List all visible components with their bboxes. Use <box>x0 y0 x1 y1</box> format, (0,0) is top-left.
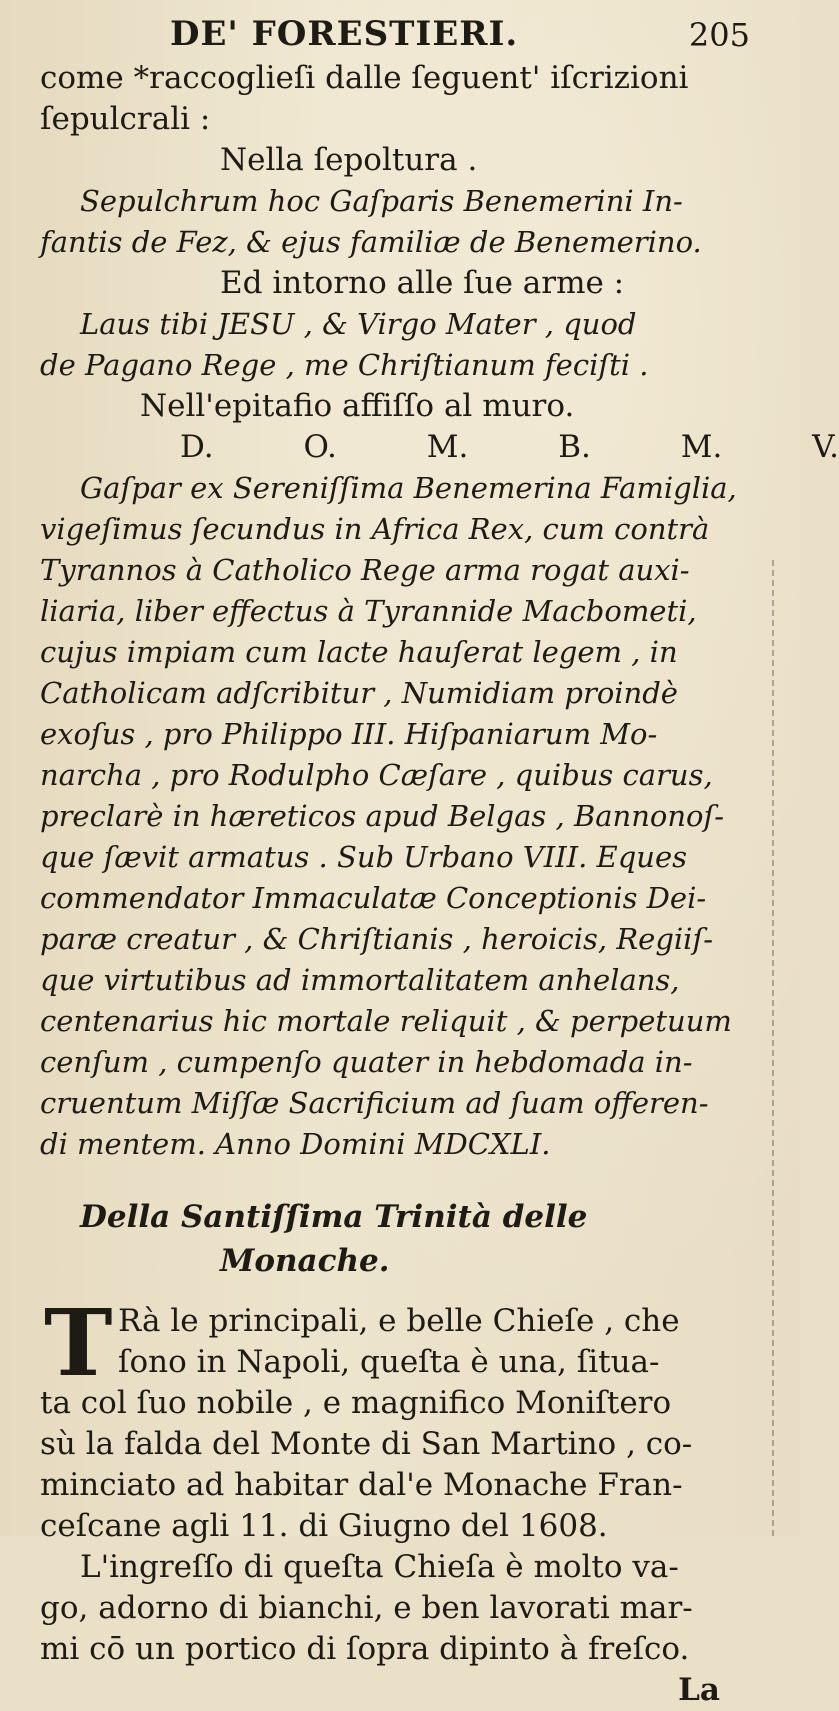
body-text <box>40 58 839 1711</box>
running-header <box>60 14 750 58</box>
catchword: La <box>678 1672 720 1708</box>
text-line: Ed intorno alle ſue arme : <box>220 265 625 301</box>
text-line: fantis de Fez, & ejus familiæ de Benemerino. <box>40 225 702 259</box>
page-number: 205 <box>688 16 750 54</box>
text-line: Nell'epitafio affiſſo al muro. <box>140 388 575 424</box>
text-line: go, adorno di bianchi, e ben lavorati mar- <box>40 1590 693 1626</box>
text-line: vigeſimus ſecundus in Africa Rex, cum contrà <box>40 512 710 546</box>
text-line: exoſus , pro Philippo III. Hiſpaniarum Mo- <box>40 717 658 751</box>
text-line: cruentum Miſſæ Sacrificium ad ſuam offeren- <box>40 1086 709 1120</box>
paragraph <box>40 1289 770 1670</box>
page-edge-marks <box>772 560 800 1536</box>
text-line: D. O. M. B. M. V. <box>180 429 839 465</box>
text-line: Catholicam adſcribitur , Numidiam proindè <box>40 676 678 710</box>
text-line: Sepulchrum hoc Gaſparis Benemerini In- <box>80 184 683 218</box>
text-line: L'ingreſſo di queſta Chieſa è molto va- <box>80 1549 679 1585</box>
drop-cap: T <box>44 1289 113 1397</box>
text-line: ta col ſuo nobile , e magnifico Moniſtero <box>40 1385 672 1421</box>
text-line: preclarè in hæreticos apud Belgas , Bannonoſ- <box>40 799 725 833</box>
text-line: commendator Immaculatæ Conceptionis Dei- <box>40 881 707 915</box>
text-line: narcha , pro Rodulpho Cæſare , quibus carus, <box>40 758 713 792</box>
text-line: cujus impiam cum lacte hauſerat legem , in <box>40 635 678 669</box>
text-line: que virtutibus ad immortalitatem anhelans, <box>40 963 680 997</box>
text-line: que ſævit armatus . Sub Urbano VIII. Eques <box>40 840 687 874</box>
spacer <box>40 1165 770 1195</box>
text-line: paræ creatur , & Chriſtianis , heroicis, Regiiſ- <box>40 922 713 956</box>
running-title: DE' FORESTIERI. <box>170 14 519 54</box>
text-line: de Pagano Rege , me Chriſtianum feciſti . <box>40 348 649 382</box>
spacer <box>40 1283 770 1301</box>
text-line: Gaſpar ex Sereniſſima Benemerina Famiglia, <box>80 471 737 505</box>
text-line: Laus tibi JESU , & Virgo Mater , quod <box>80 307 637 341</box>
text-line: sù la falda del Monte di San Martino , co- <box>40 1426 693 1462</box>
section-heading: Della Santiſſima Trinità delle <box>80 1199 588 1235</box>
text-line: cenſum , cumpenſo quater in hebdomada in- <box>40 1045 693 1079</box>
text-line: mi cō un portico di ſopra dipinto à freſco. <box>40 1631 690 1667</box>
text-line: centenarius hic mortale reliquit , & perpetuum <box>40 1004 732 1038</box>
section-heading: Monache. <box>220 1243 390 1279</box>
text-line: minciato ad habitar dal'e Monache Fran- <box>40 1467 683 1503</box>
text-line: Rà le principali, e belle Chieſe , che <box>118 1303 680 1339</box>
text-line: liaria, liber effectus à Tyrannide Macbometi, <box>40 594 697 628</box>
text-line: Nella ſepoltura . <box>220 142 478 178</box>
text-line: ceſcane agli 11. di Giugno del 1608. <box>40 1508 608 1544</box>
text-line: ſono in Napoli, queſta è una, ſitua- <box>118 1344 660 1380</box>
text-line: Tyrannos à Catholico Rege arma rogat auxi- <box>40 553 690 587</box>
text-line: ſepulcrali : <box>40 101 211 137</box>
text-line: di mentem. Anno Domini MDCXLI. <box>40 1127 551 1161</box>
text-line: come *raccoglieſi dalle ſeguent' iſcrizioni <box>40 60 689 96</box>
